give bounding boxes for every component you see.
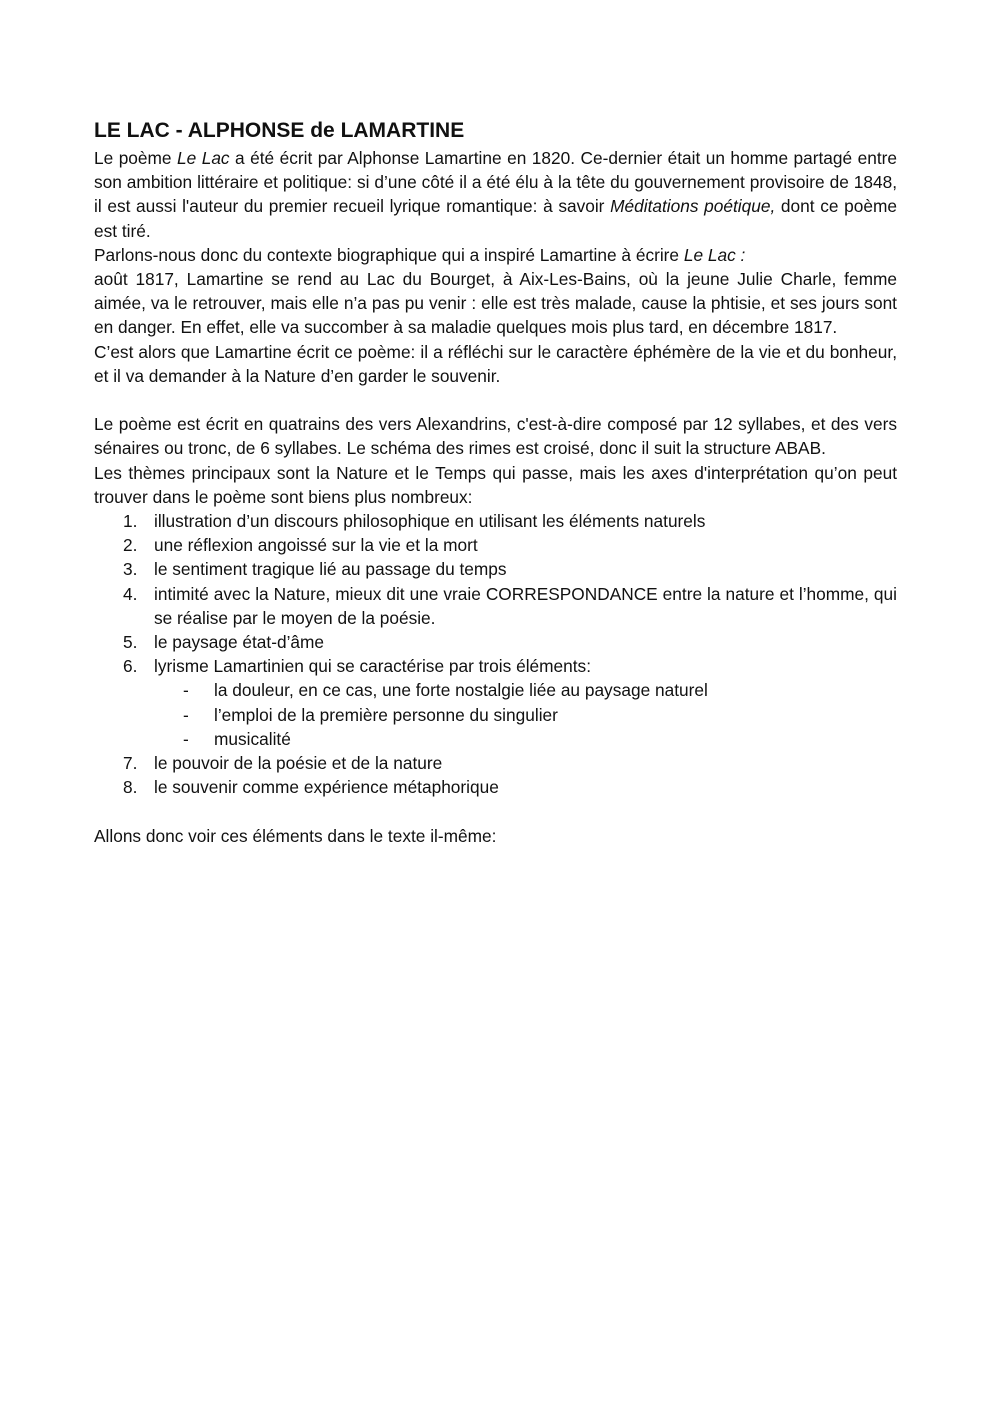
list-item (94, 630, 897, 654)
list-item (94, 533, 897, 557)
list-item-text: intimité avec la Nature, mieux dit une vraie CORRESPONDANCE entre la nature et l’homme, qui se réalise par le moyen de la poésie. (154, 583, 897, 628)
list-number: 1. (123, 511, 138, 532)
list-item (94, 654, 897, 751)
list-item (94, 751, 897, 775)
text-run: dont ce poème est tiré. (94, 196, 897, 241)
text-run: Le poème (94, 148, 178, 168)
sublist-item (154, 703, 897, 727)
list-number: 4. (123, 583, 138, 604)
sublist-item (154, 727, 897, 751)
list-item (94, 582, 897, 630)
dash-marker: - (183, 680, 189, 701)
closing-paragraph: Allons donc voir ces éléments dans le texte il-même: (94, 825, 497, 846)
list-number: 3. (123, 559, 138, 580)
list-item-text: le souvenir comme expérience métaphorique (154, 777, 499, 798)
dash-marker: - (183, 728, 189, 749)
list-item-text: le paysage état-d’âme (154, 632, 325, 653)
themes-intro-paragraph: Les thèmes principaux sont la Nature et le Temps qui passe, mais les axes d'interprétation qu’on peut trouver dans le poème sont biens plus nombreux: (94, 462, 897, 507)
poem-title-italic: Le Lac : (683, 244, 746, 265)
list-number: 7. (123, 753, 138, 774)
structure-paragraph: Le poème est écrit en quatrains des vers Alexandrins, c'est-à-dire composé par 12 syllabes, et des vers sénaires ou tronc, de 6 syllabes. Le schéma des rimes est croisé, donc il suit la structure ABAB. (94, 414, 897, 459)
list-item-text: illustration d’un discours philosophique en utilisant les éléments naturels (154, 511, 706, 532)
sublist-item-text: musicalité (214, 728, 291, 749)
list-item (94, 509, 897, 533)
document-title: LE LAC - ALPHONSE de LAMARTINE (94, 119, 465, 142)
collection-title-italic: Méditations poétique, (610, 196, 776, 217)
sublist-item-text: la douleur, en ce cas, une forte nostalgie liée au paysage naturel (214, 680, 708, 701)
list-item (94, 775, 897, 799)
blank-line (94, 799, 897, 823)
list-number: 6. (123, 656, 138, 677)
list-item (94, 557, 897, 581)
sublist-item-text: l’emploi de la première personne du singulier (214, 704, 558, 725)
document-page (94, 116, 897, 848)
intro-paragraph (94, 146, 897, 243)
reflection-paragraph: C’est alors que Lamartine écrit ce poème: il a réfléchi sur le caractère éphémère de la vie et du bonheur, et il va demander à la Nature d’en garder le souvenir. (94, 341, 897, 386)
context-paragraph (94, 243, 897, 267)
list-item-text: une réflexion angoissé sur la vie et la mort (154, 535, 478, 556)
list-number: 5. (123, 632, 138, 653)
list-item-text: lyrisme Lamartinien qui se caractérise par trois éléments: (154, 656, 592, 677)
themes-list (94, 509, 897, 799)
sublist-item (154, 678, 897, 702)
text-run: a été écrit par Alphonse Lamartine en 1820. Ce-dernier était un homme partagé entre son ambition littéraire et politique: si d’une côté il a été élu à la tête du gouvernement provisoire de 1848, il est aussi l'auteur du premier recueil lyrique romantique: à savoir (94, 148, 898, 217)
list-number: 8. (123, 777, 138, 798)
text-run: Parlons-nous donc du contexte biographique qui a inspiré Lamartine à écrire (94, 244, 684, 265)
list-item-text: le sentiment tragique lié au passage du temps (154, 559, 507, 580)
dash-marker: - (183, 704, 189, 725)
blank-line (94, 388, 897, 412)
biography-paragraph: août 1817, Lamartine se rend au Lac du Bourget, à Aix-Les-Bains, où la jeune Julie Charle, femme aimée, va le retrouver, mais elle n’a pas pu venir : elle est très malade, cause la phtisie, et ses jours sont en danger. En effet, elle va succomber à sa maladie quelques mois plus tard, en décembre 1817. (94, 269, 897, 338)
list-item-text: le pouvoir de la poésie et de la nature (154, 753, 443, 774)
poem-title-italic: Le Lac (177, 148, 230, 168)
list-number: 2. (123, 535, 138, 556)
lyrisme-sublist (154, 678, 897, 751)
